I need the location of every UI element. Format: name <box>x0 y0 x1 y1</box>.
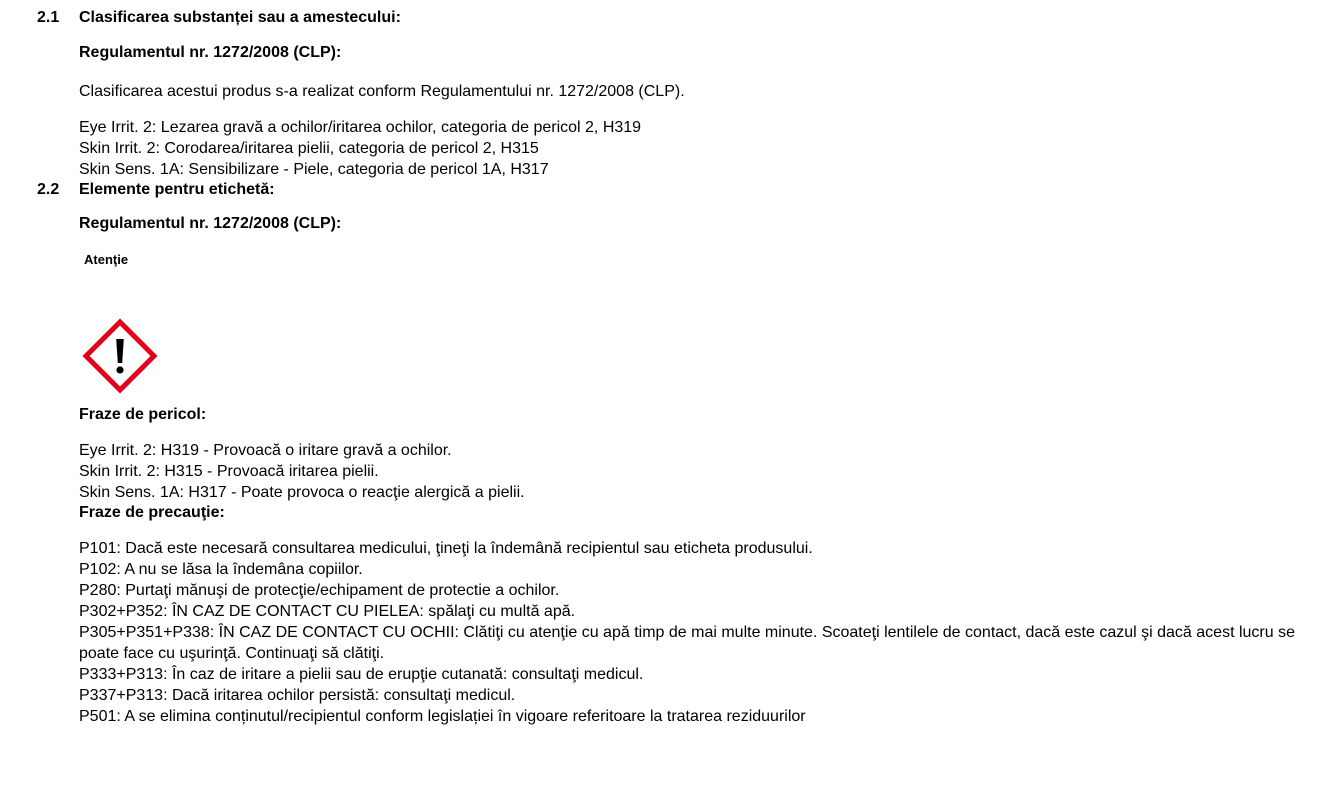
classification-item: Eye Irrit. 2: Lezarea gravă a ochilor/iritarea ochilor, categoria de pericol 2, H319 <box>79 119 642 136</box>
hazard-statement: Skin Sens. 1A: H317 - Poate provoca o reacţie alergică a pielii. <box>79 484 525 501</box>
hazard-statement: Eye Irrit. 2: H319 - Provoacă o iritare gravă a ochilor. <box>79 442 452 459</box>
precautionary-statement: P305+P351+P338: ÎN CAZ DE CONTACT CU OCHII: Clătiţi cu atenţie cu apă timp de mai multe minute. Scoateţi lentilele de contact, dacă este cazul şi dacă acest lucru se poate face cu uşurinţă. Continuaţi să clătiţi. <box>79 624 1295 662</box>
regulation-heading-2-1: Regulamentul nr. 1272/2008 (CLP): <box>79 44 342 61</box>
precautionary-statement: P302+P352: ÎN CAZ DE CONTACT CU PIELEA: spălaţi cu multă apă. <box>79 603 576 620</box>
classification-item: Skin Sens. 1A: Sensibilizare - Piele, categoria de pericol 1A, H317 <box>79 161 549 178</box>
section-number-2-2: 2.2 <box>37 181 60 198</box>
section-title-2-1: Clasificarea substanței sau a amestecului: <box>79 9 401 26</box>
precautionary-statements-list <box>79 538 1319 727</box>
section-title-2-2: Elemente pentru etichetă: <box>79 181 275 198</box>
precautionary-statement: P102: A nu se lăsa la îndemâna copiilor. <box>79 561 363 578</box>
precautionary-statements-heading: Fraze de precauţie: <box>79 504 225 521</box>
signal-word: Atenţie <box>84 252 129 267</box>
hazard-statements-list <box>79 440 525 503</box>
precautionary-statement: P280: Purtaţi mănuşi de protecţie/echipament de protectie a ochilor. <box>79 582 560 599</box>
regulation-heading-2-2: Regulamentul nr. 1272/2008 (CLP): <box>79 215 342 232</box>
precautionary-statement: P501: A se elimina conținutul/recipientul conform legislației în vigoare referitoare la tratarea reziduurilor <box>79 708 806 725</box>
hazard-statements-heading: Fraze de pericol: <box>79 406 207 423</box>
classification-item: Skin Irrit. 2: Corodarea/iritarea pielii, categoria de pericol 2, H315 <box>79 140 539 157</box>
hazard-statement: Skin Irrit. 2: H315 - Provoacă iritarea pielii. <box>79 463 379 480</box>
classification-list <box>79 117 641 180</box>
precautionary-statement: P337+P313: Dacă iritarea ochilor persistă: consultaţi medicul. <box>79 687 516 704</box>
section-number-2-1: 2.1 <box>37 9 60 26</box>
precautionary-statement: P333+P313: În caz de iritare a pielii sau de erupţie cutanată: consultaţi medicul. <box>79 666 644 683</box>
exclamation-mark-hazard-icon <box>82 318 158 394</box>
classification-intro: Clasificarea acestui produs s-a realizat conform Regulamentului nr. 1272/2008 (CLP). <box>79 83 685 100</box>
precautionary-statement: P101: Dacă este necesară consultarea medicului, ţineţi la îndemână recipientul sau eticheta produsului. <box>79 540 813 557</box>
